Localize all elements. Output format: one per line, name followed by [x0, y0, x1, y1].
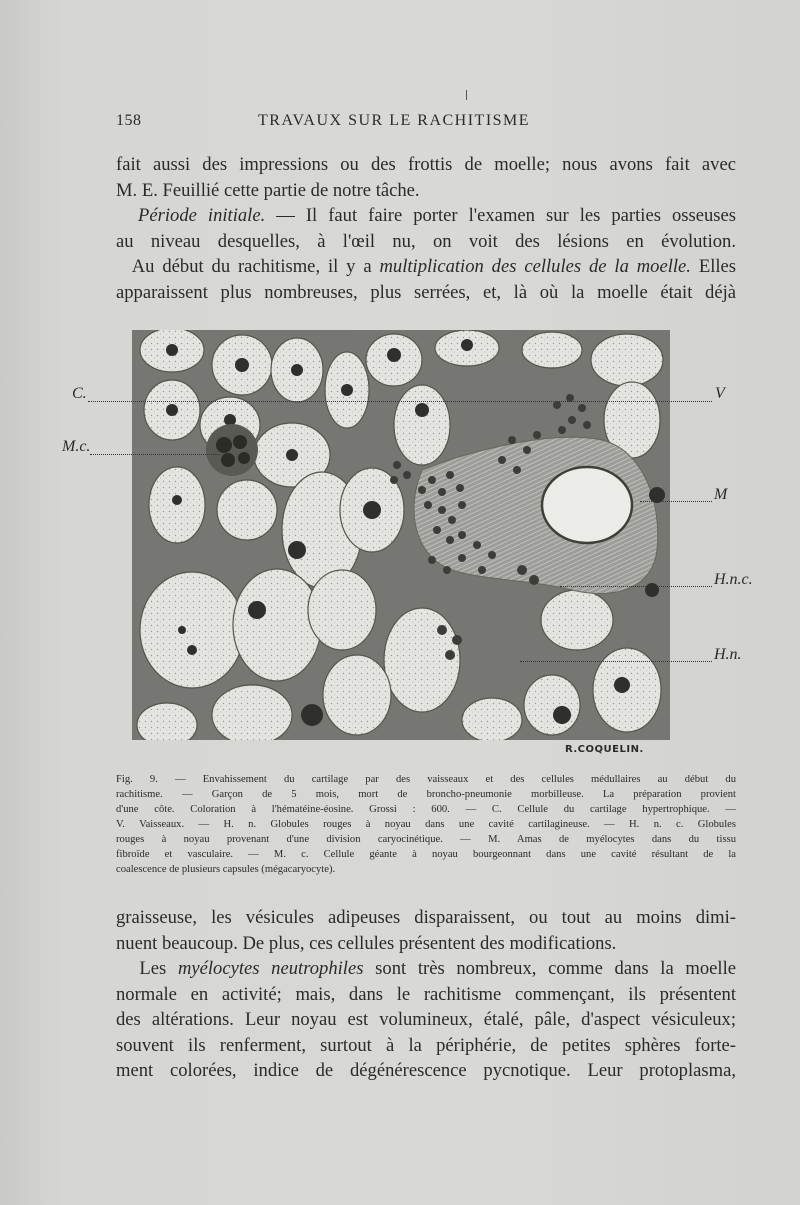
text-line: des altérations. Leur noyau est volumineux, étalé, pâle, d'aspect vésiculeux; — [116, 1009, 736, 1030]
text-line: M. E. Feuillié cette partie de notre tâche. — [116, 179, 420, 201]
figure-caption — [116, 772, 736, 877]
text-line: graisseuse, les vésicules adipeuses disparaissent, ou tout au moins dimi- — [116, 907, 736, 928]
text-line: fait aussi des impressions ou des frottis de moelle; nous avons fait avec — [116, 154, 736, 175]
italic-phrase: myélocytes neutrophiles — [177, 958, 364, 979]
italic-phrase: multiplication des cellules de la moelle. — [379, 256, 691, 277]
text-line: nuent beaucoup. De plus, ces cellules présentent des modifications. — [116, 932, 617, 954]
text-line — [116, 956, 736, 982]
margin-mark — [466, 90, 467, 100]
caption-line: Fig. 9. — Envahissement du cartilage par des vaisseaux et des cellules médullaires au début du — [116, 774, 736, 785]
running-title: TRAVAUX SUR LE RACHITISME — [258, 112, 531, 129]
text-span: Au début du rachitisme, il y a — [131, 256, 380, 277]
caption-line: fibroïde et vasculaire. — M. c. Cellule géante à noyau bourgeonnant dans une cavité résultant de la — [116, 849, 736, 860]
figure-label-mc: M.c. — [62, 438, 91, 455]
caption-line: V. Vaisseaux. — H. n. Globules rouges à noyau dans une cavité cartilagineuse. — H. n. c. Globules — [116, 819, 736, 830]
illustrator-signature: R.COQUELIN. — [565, 744, 644, 755]
text-line: ment colorées, indice de dégénérescence pycnotique. Leur protoplasma, — [116, 1060, 736, 1081]
text-span: Les — [139, 958, 178, 979]
text-line: normale en activité; mais, dans le rachitisme commençant, ils présentent — [116, 983, 736, 1005]
text-line — [116, 254, 736, 280]
histology-figure — [132, 330, 670, 740]
text-line: apparaissent plus nombreuses, plus serrées, et, là où la moelle était déjà — [116, 281, 736, 303]
text-span: — Il faut faire porter l'examen sur les parties osseuses — [265, 205, 736, 226]
body-text-top — [116, 152, 736, 305]
section-heading: Période initiale. — [138, 205, 266, 226]
figure-label-v: V — [715, 385, 725, 402]
text-span: Elles — [690, 256, 737, 277]
figure-label-hnc: H.n.c. — [714, 571, 753, 588]
caption-line: rachitisme. — Garçon de 5 mois, mort de broncho-pneumonie morbilleuse. La préparation provient — [116, 789, 736, 800]
page-header — [0, 112, 800, 136]
text-line: souvent ils renferment, surtout à la périphérie, de petites sphères forte- — [116, 1034, 736, 1056]
figure-label-c: C. — [72, 385, 87, 402]
caption-line: rouges à noyau provenant d'une division caryocinétique. — M. Amas de myélocytes dans du tissu — [116, 834, 736, 845]
body-text-bottom — [116, 905, 736, 1084]
leader-line-m — [640, 501, 712, 502]
vessel-lumen — [542, 467, 632, 543]
leader-line-hn — [520, 661, 712, 662]
leader-line-c-v — [88, 401, 712, 402]
figure-label-hn: H.n. — [714, 646, 742, 663]
caption-line: d'une côte. Coloration à l'hématéine-éosine. Grossi : 600. — C. Cellule du cartilage hypertrophique. — — [116, 804, 736, 815]
histology-illustration — [132, 330, 670, 740]
giant-cell — [206, 424, 258, 476]
caption-line: coalescence de plusieurs capsules (mégacaryocyte). — [116, 864, 336, 875]
leader-line-hnc — [560, 586, 712, 587]
text-line: au niveau desquelles, à l'œil nu, on voit des lésions en évolution. — [116, 230, 736, 252]
page-number: 158 — [116, 112, 142, 129]
text-line — [116, 203, 736, 229]
text-span: sont très nombreux, comme dans la moelle — [363, 958, 737, 979]
leader-line-mc — [90, 454, 220, 455]
figure-label-m: M — [714, 486, 728, 503]
